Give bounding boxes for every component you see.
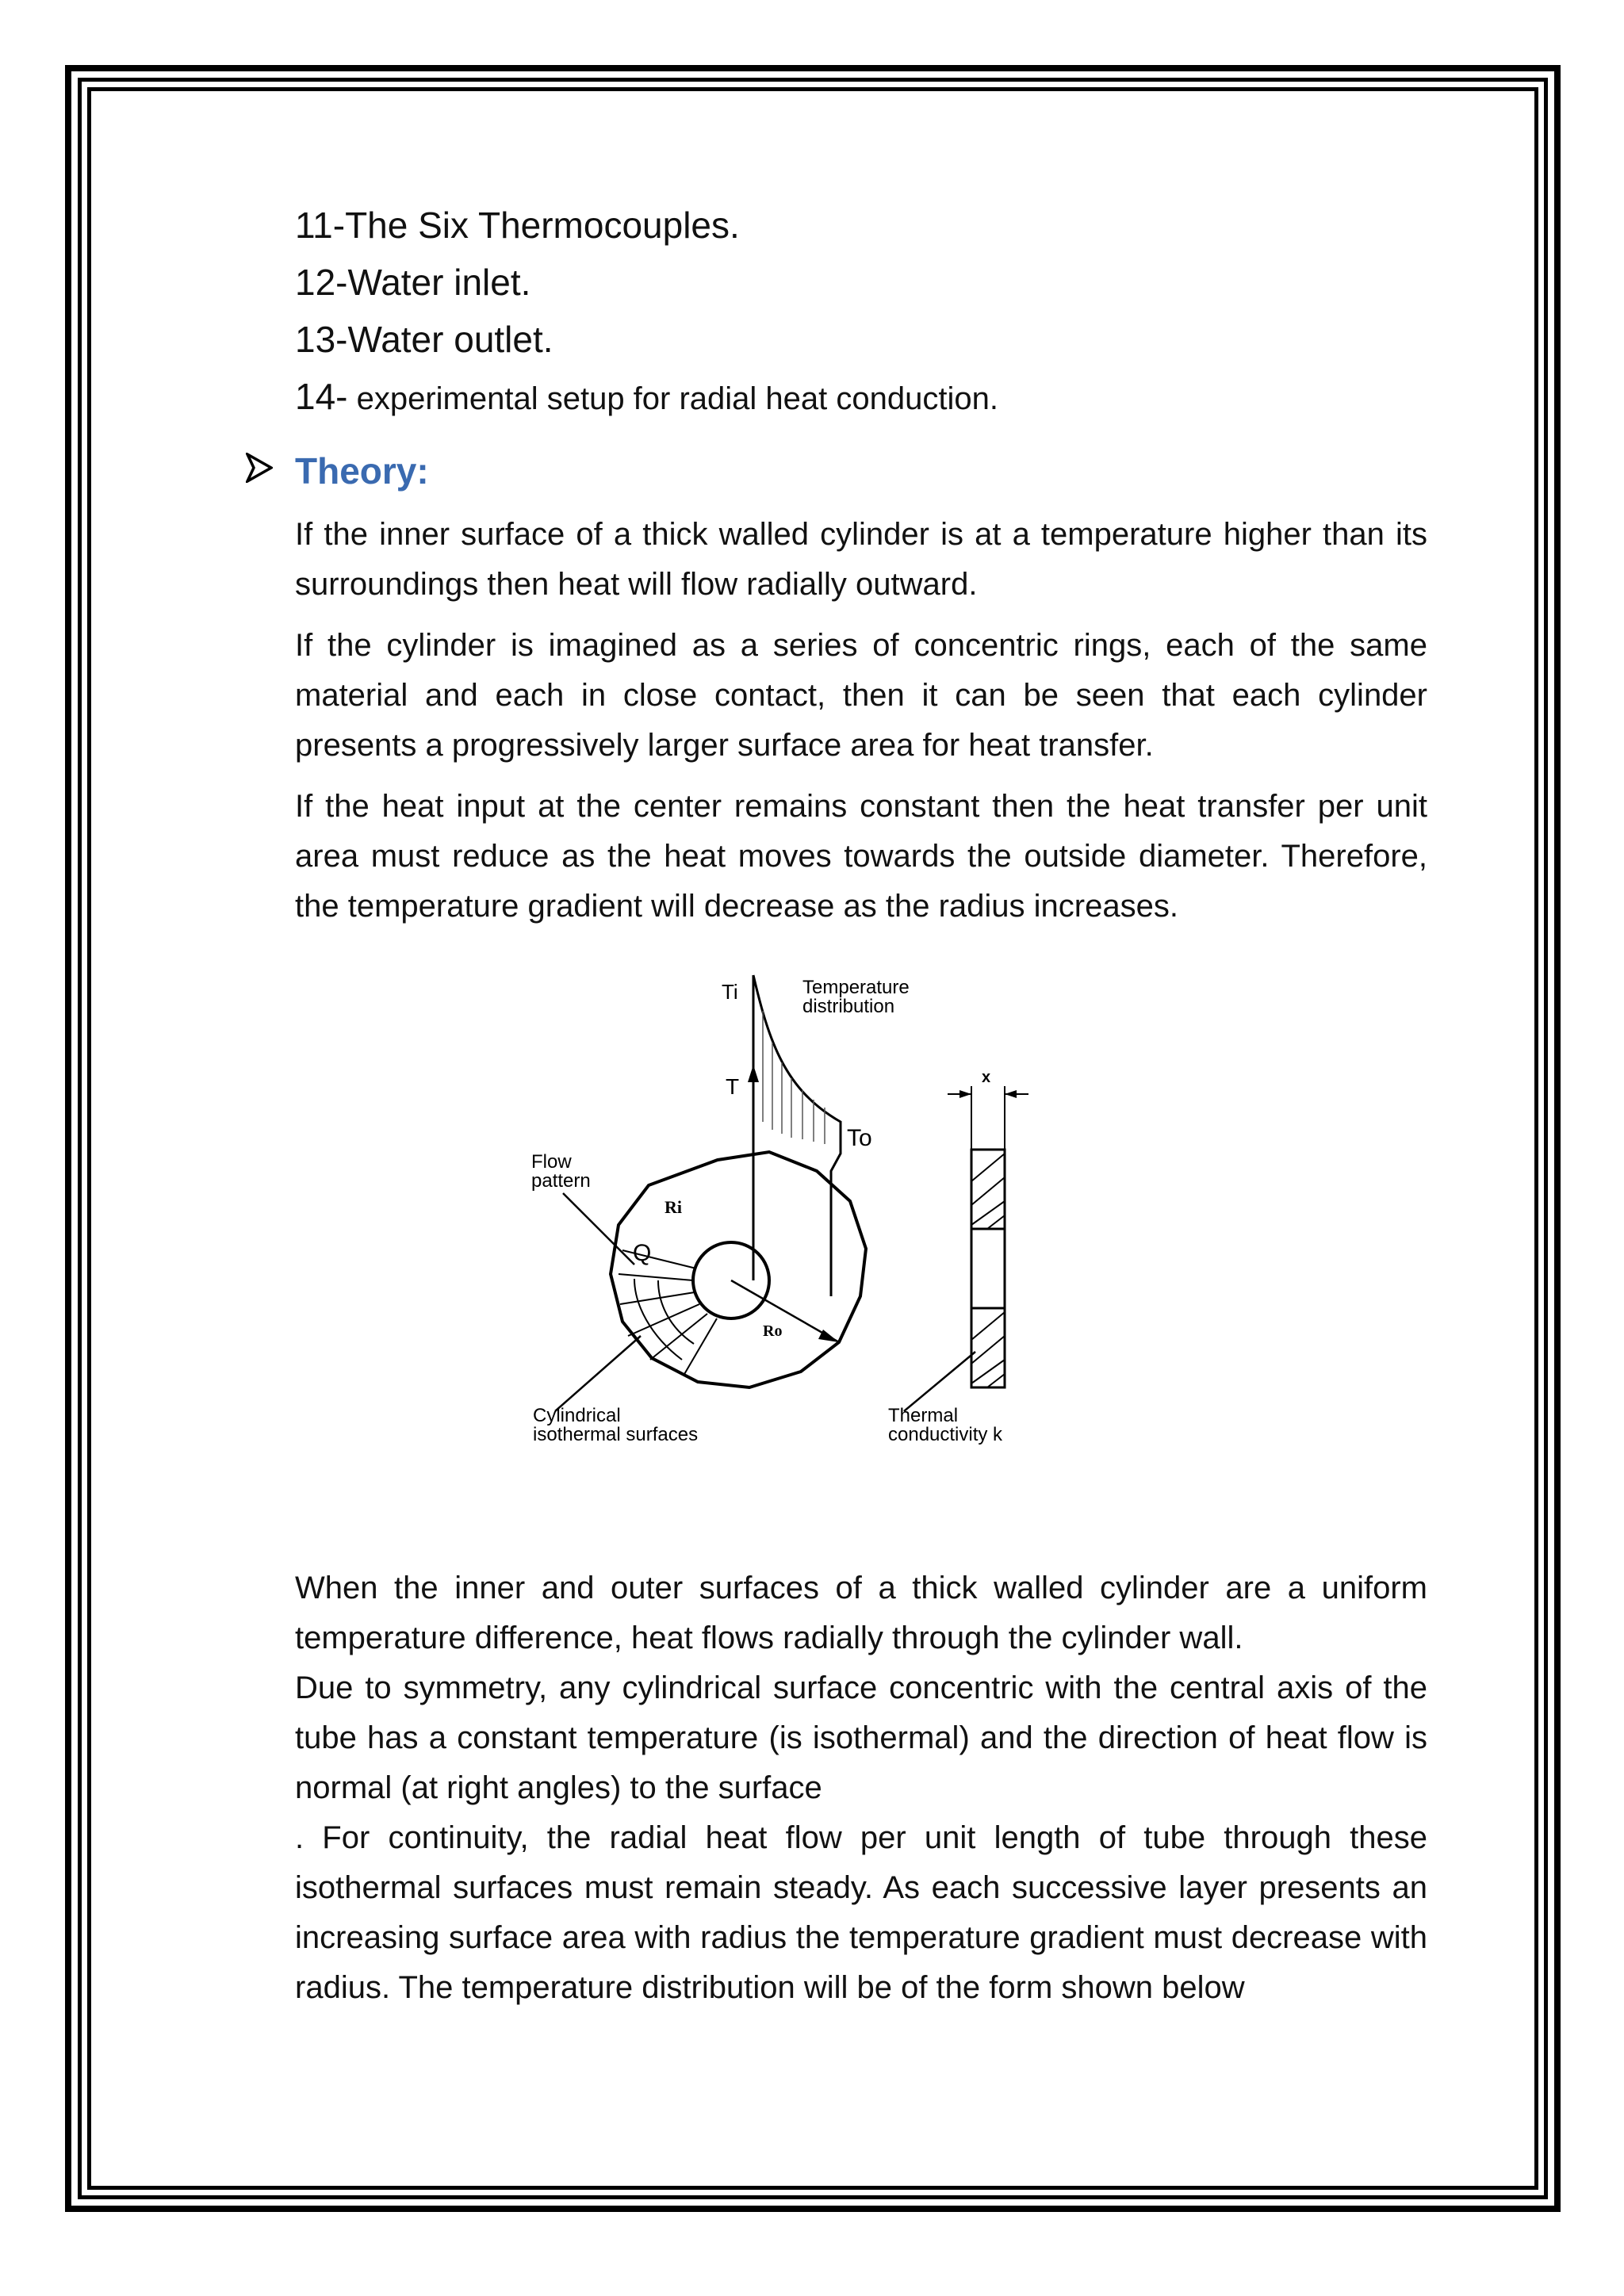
thermal-label-1: Thermal [888,1405,959,1426]
list-item-14: 14- experimental setup for radial heat conduction. [295,376,998,417]
theory-heading-row [295,442,1427,500]
radial-conduction-figure [508,963,1126,1471]
wall-middle-section [971,1229,1005,1308]
theory-paragraph-1: If the inner surface of a thick walled cylinder is at a temperature higher than its surroundings then heat will flow radially outward. [295,517,1427,602]
theory-paragraph-3: If the heat input at the center remains constant then the heat transfer per unit area must reduce as the heat moves towards the outside diameter. Therefore, the temperature gradient will decrease as the radius increases. [295,789,1427,924]
thermal-label-2: conductivity k [888,1424,1003,1445]
arrow-bullet-icon [246,453,273,483]
temp-dist-label-2: distribution [802,996,895,1017]
theory-paragraph-2: If the cylinder is imagined as a series of concentric rings, each of the same material and each in close contact, then it can be seen that each cylinder presents a progressively larger surface area for heat transfer. [295,628,1427,763]
x-label: x [982,1069,991,1086]
temperature-curve [753,975,841,1296]
flow-leader [563,1193,634,1265]
temp-dist-label-1: Temperature [802,977,910,998]
theory-heading: Theory: [295,450,429,492]
ti-label: Ti [722,980,738,1004]
lower-paragraph-2: Due to symmetry, any cylindrical surface concentric with the central axis of the tube has a constant temperature (is isothermal) and the direction of heat flow is normal (at right angles) to the surface [295,1670,1427,1805]
page-content [295,197,1427,943]
q-label: Q [633,1240,652,1266]
thermal-leader [904,1352,975,1411]
lower-text [295,1563,1427,2013]
cylindrical-label-1: Cylindrical [533,1405,621,1426]
outer-cylinder [611,1152,866,1387]
lower-paragraph-3: . For continuity, the radial heat flow per unit length of tube through these isothermal surfaces must remain steady. As each successive layer presents an increasing surface area with radius the temperature gradient must decrease with radius. The temperature distribution will be of the form shown below [295,1820,1427,2005]
wall-top-section [971,1150,1005,1229]
t-label: T [726,1074,740,1099]
ri-label: Ri [665,1197,682,1217]
x-arrow-right-head [1005,1090,1017,1098]
list-item-13: 13-Water outlet. [295,319,553,360]
t-axis-arrow [748,1065,759,1082]
list-item-12: 12-Water inlet. [295,262,531,303]
flow-label-2: pattern [531,1170,591,1192]
flow-label-1: Flow [531,1151,572,1173]
figure-svg [508,963,1126,1471]
to-label: To [847,1125,872,1151]
list-item-11: 11-The Six Thermocouples. [295,205,740,246]
x-arrow-left-head [959,1090,971,1098]
cylindrical-label-2: isothermal surfaces [533,1424,699,1445]
curve-hatching [763,1011,825,1144]
wall-bottom-section [971,1308,1005,1387]
cylindrical-leader [555,1336,641,1411]
flow-pattern-lines [619,1250,717,1376]
lower-paragraph-1: When the inner and outer surfaces of a thick walled cylinder are a uniform temperature difference, heat flows radially through the cylinder wall. [295,1571,1427,1655]
ro-label: Ro [763,1322,783,1340]
